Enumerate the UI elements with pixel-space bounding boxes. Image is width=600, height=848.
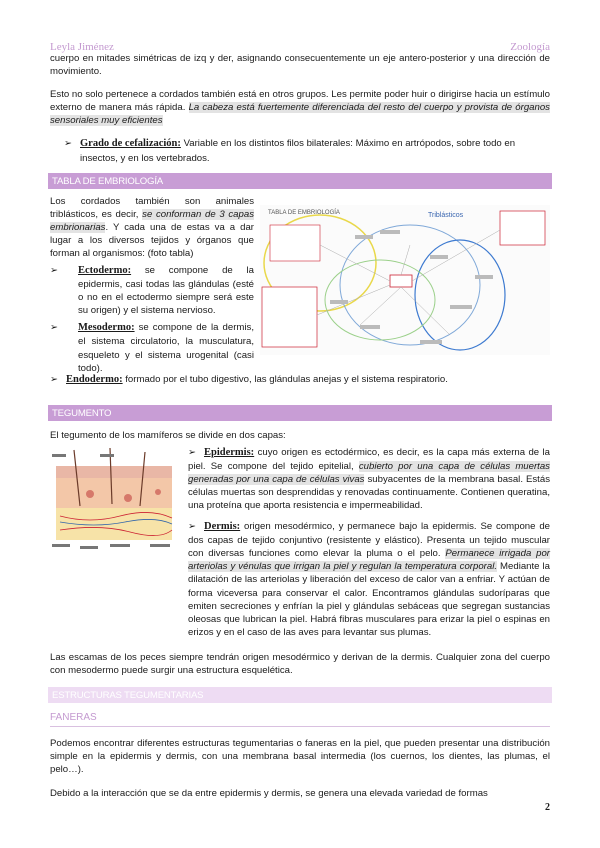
subsection-faneras: FANERAS (50, 711, 550, 728)
skin-diagram (50, 446, 178, 554)
header-subject: Zoología (510, 41, 550, 53)
paragraph-dermis: ➢ Dermis: origen mesodérmico, y permanece bajo la epidermis. Se compone de dos capas de tejido conjuntivo (resistente y elástico). Presenta un tejido muscular con diversas funciones como elevar la pluma o el pelo. Permanece irrigada por arteriolas y vénulas que irrigan la piel y regulan la temperatura corporal. Mediante la dilatación de las arteriolas y liberación del exceso de calor van a enfriar. Y actúan de forma viceversa para conservar el calor. Encontramos glándulas sudoríparas que emiten secreciones y enfrían la piel y glándulas sebáceas que segregan sustancias oleosas que lubrican la piel. Habrá fibras musculares para erizar la piel o espinas en erizos y en el caso de las aves para levantar sus plumas. (188, 521, 550, 638)
page-content (50, 52, 550, 800)
paragraph-escamas: Las escamas de los peces siempre tendrán origen mesodérmico y derivan de la dermis. Cualquier zona del cuerpo con mesodermo puede surgir una estructura esquelética. (50, 651, 550, 676)
paragraph-faneras-1: Podemos encontrar diferentes estructuras tegumentarias o faneras en la piel, que pueden presentar una distribución simple en la epidermis y dermis, con una membrana basal intermedia (los cuernos, los dientes, las plumas, el pelo…). (50, 738, 550, 776)
paragraph-intro: cuerpo en mitades simétricas de izq y der, asignando consecuentemente un eje antero-posterior y una dirección de movimiento. (50, 53, 550, 78)
arrow-bullet-icon: ➢ (50, 322, 59, 334)
header-author: Leyla Jiménez (50, 41, 114, 53)
bullet-mesodermo: ➢ Mesodermo: se compone de la dermis, el sistema circulatorio, la musculatura, esqueleto y el sistema urogenital (casi todo). (50, 322, 254, 374)
embriologia-block (50, 195, 550, 395)
paragraph-epidermis: ➢ Epidermis: cuyo origen es ectodérmico, es decir, es la capa más externa de la piel. Se compone del tejido epitelial, cubierto por una capa de células muertas generadas por una capa de células vivas subyacentes de la membrana basal. Estás células muertas son desprendidas y renovadas continuamente. Contienen queratina, una proteína que aporta resistencia e impermeabilidad. (188, 446, 551, 511)
highlight-cabeza: La cabeza está fuertemente diferenciada del resto del cuerpo y provista de órganos sensoriales muy eficientes (50, 102, 550, 127)
section-estructuras: ESTRUCTURAS TEGUMENTARIAS (48, 687, 552, 703)
bullet-ectodermo: ➢ Ectodermo: se compone de la epidermis, casi todas las glándulas (esté o no en el ectodermo siempre será este su origen) y el sistema nervioso. (50, 264, 254, 317)
section-tabla-embriologia: TABLA DE EMBRIOLOGÍA (48, 173, 552, 189)
diagram-label: Triblásticos (428, 211, 464, 219)
arrow-bullet-icon: ➢ (64, 138, 73, 150)
bullet-text: Variable en los distintos filos bilaterales: Máximo en artrópodos, sobre todo en insectos, y en los vertebrados. (80, 138, 516, 164)
arrow-bullet-icon: ➢ (50, 373, 59, 385)
embriologia-text (50, 195, 254, 375)
bullet-cefalizacion (50, 137, 550, 164)
bullet-endodermo: ➢ Endodermo: formado por el tubo digestivo, las glándulas anejas y el sistema respiratorio. (50, 373, 448, 385)
embriologia-diagram (260, 205, 550, 355)
tegumento-block (50, 446, 550, 639)
bullet-term: Grado de cefalización: (80, 138, 181, 150)
epidermis-block (188, 446, 550, 512)
section-tegumento: TEGUMENTO (48, 405, 552, 421)
arrow-bullet-icon: ➢ (50, 264, 59, 276)
paragraph-cefalizacion: Esto no solo pertenece a cordados también está en otros grupos. Les permite poder huir o dirigirse hacia un estímulo externo de manera más rápida. La cabeza está fuertemente diferenciada del resto del cuerpo y provista de órganos sensoriales muy eficientes (50, 89, 550, 127)
paragraph-faneras-2: Debido a la interacción que se da entre epidermis y dermis, se genera una elevada variedad de formas (50, 787, 488, 799)
page-number: 2 (545, 802, 550, 814)
diagram-title: TABLA DE EMBRIOLOGÍA (268, 209, 340, 216)
paragraph-triblasticos: Los cordados también son animales triblásticos, es decir, se conforman de 3 capas embrionarias. Y cada una de estas va a dar lugar a los diversos tejidos y órganos que forman al organismos: (foto tabla) (50, 195, 254, 259)
dermis-block-top (188, 520, 550, 639)
paragraph-tegumento-intro: El tegumento de los mamíferos se divide en dos capas: (50, 429, 286, 441)
